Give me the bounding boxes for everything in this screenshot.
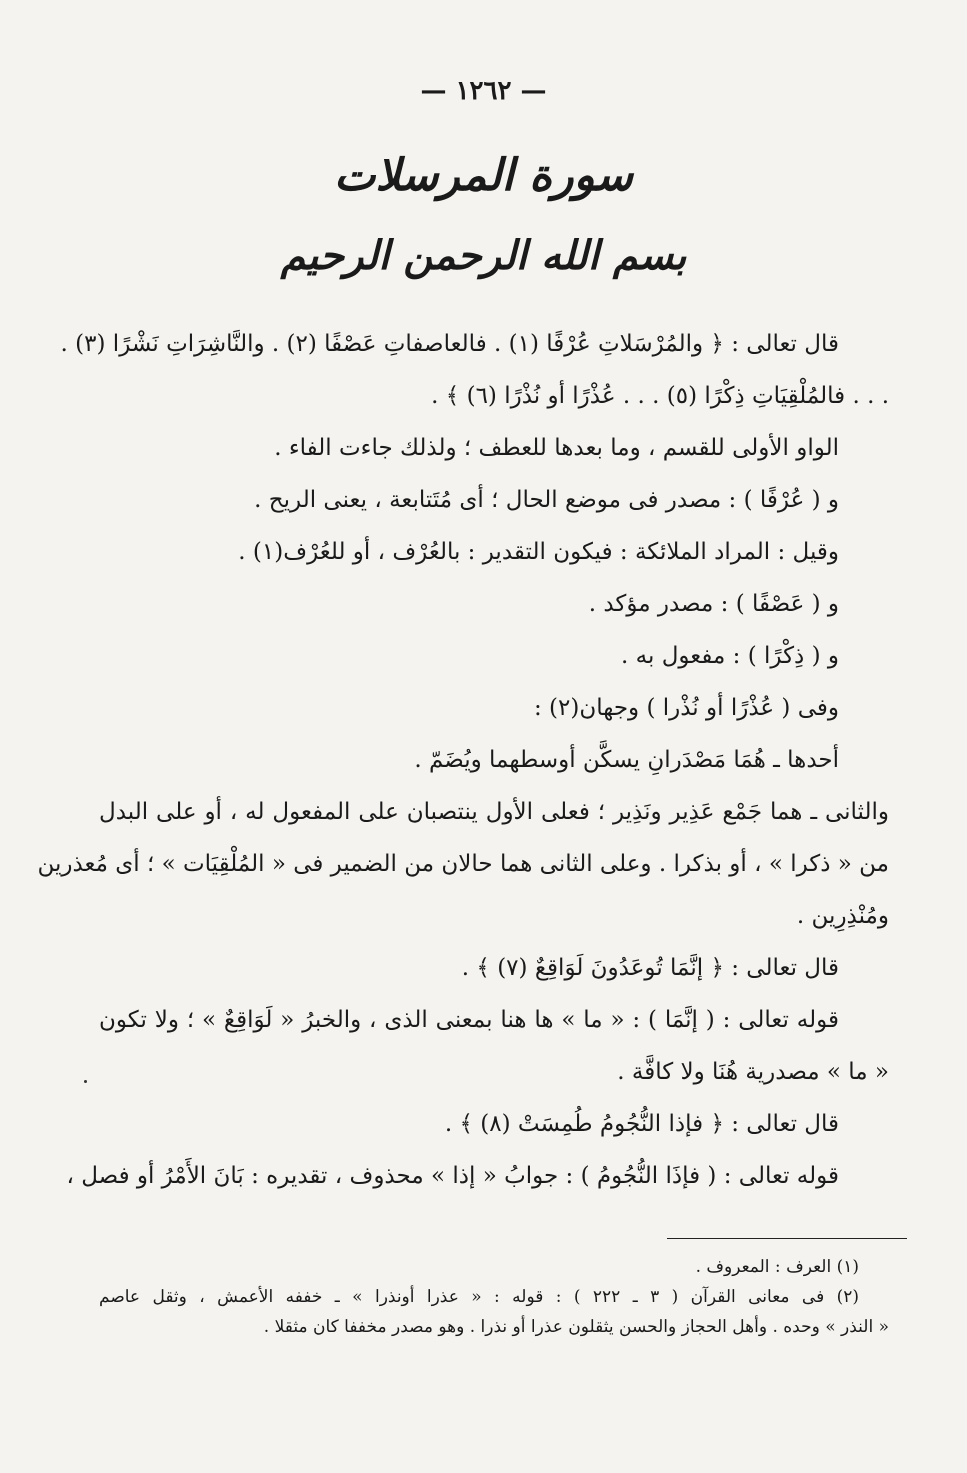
footnote: « النذر » وحده . وأهل الحجاز والحسن يثقلون عذرا أو نذرا . وهو مصدر مخففا كان مثقلا .	[263, 1317, 889, 1337]
footnote: (١) العرف : المعروف .	[695, 1257, 859, 1277]
commentary-line: أحدها ـ هُمَا مَصْدَرانِ يسكَّن أوسطهما ويُضَمّ .	[414, 747, 839, 773]
commentary-line: وقيل : المراد الملائكة : فيكون التقدير : بالعُرْف ، أو للعُرْف(١) .	[238, 539, 839, 565]
footnotes	[99, 1252, 889, 1342]
page-number: — ١٢٦٢ —	[420, 76, 547, 106]
commentary-line: ومُنْذِرِين .	[796, 903, 889, 929]
commentary-line: والثانى ـ هما جَمْع عَذِير ونَذِير ؛ فعلى الأول ينتصبان على المفعول له ، أو على البدل	[99, 799, 889, 825]
scan-speck	[84, 1080, 87, 1083]
surah-title: سورة المرسلات	[333, 150, 634, 201]
commentary-line: وفى ( عُذْرًا أو نُذْرا ) وجهان(٢) :	[533, 695, 839, 721]
commentary-line: و ( عُرْفًا ) : مصدر فى موضع الحال ؛ أى مُتَتابعة ، يعنى الريح .	[254, 487, 839, 513]
commentary-line: من « ذكرا » ، أو بذكرا . وعلى الثانى هما حالان من الضمير فى « المُلْقِيَات » ؛ أى مُعذرين	[37, 851, 889, 877]
commentary-line: قوله تعالى : ( فإذَا النُّجُومُ ) : جوابُ « إذا » محذوف ، تقديره : بَانَ الأَمْرُ أو فصل ،	[66, 1163, 839, 1189]
footnote-divider	[667, 1238, 907, 1239]
commentary-line: الواو الأولى للقسم ، وما بعدها للعطف ؛ ولذلك جاءت الفاء .	[274, 435, 839, 461]
verse-line: . . . فالمُلْقِيَاتِ ذِكْرًا (٥) . . . عُذْرًا أو نُذْرًا (٦) ﴾ .	[431, 383, 889, 409]
verse-line: قال تعالى : ﴿ والمُرْسَلاتِ عُرْفًا (١) . فالعاصفاتِ عَصْفًا (٢) . والنَّاشِرَاتِ نَشْرًا (٣) .	[60, 331, 839, 357]
commentary-line: قوله تعالى : ( إنَّمَا ) : « ما » ها هنا بمعنى الذى ، والخبرُ « لَوَاقِعٌ » ؛ ولا تكون	[99, 1007, 839, 1033]
verse-line: قال تعالى : ﴿ فإذا النُّجُومُ طُمِسَتْ (٨) ﴾ .	[444, 1111, 839, 1137]
footnote: (٢) فى معانى القرآن ( ٣ ـ ٢٢٢ ) : قوله : « عذرا أونذرا » ـ خففه الأعمش ، وثقل عاصم	[99, 1287, 860, 1307]
basmala: بسم الله الرحمن الرحيم	[280, 232, 687, 279]
commentary-line: « ما » مصدرية هُنَا ولا كافَّة .	[617, 1059, 889, 1085]
commentary-line: و ( عَصْفًا ) : مصدر مؤكد .	[588, 591, 839, 617]
verse-line: قال تعالى : ﴿ إنَّمَا تُوعَدُونَ لَوَاقِعٌ (٧) ﴾ .	[461, 955, 839, 981]
commentary-line: و ( ذِكْرًا ) : مفعول به .	[621, 643, 839, 669]
body-text	[37, 318, 889, 1202]
